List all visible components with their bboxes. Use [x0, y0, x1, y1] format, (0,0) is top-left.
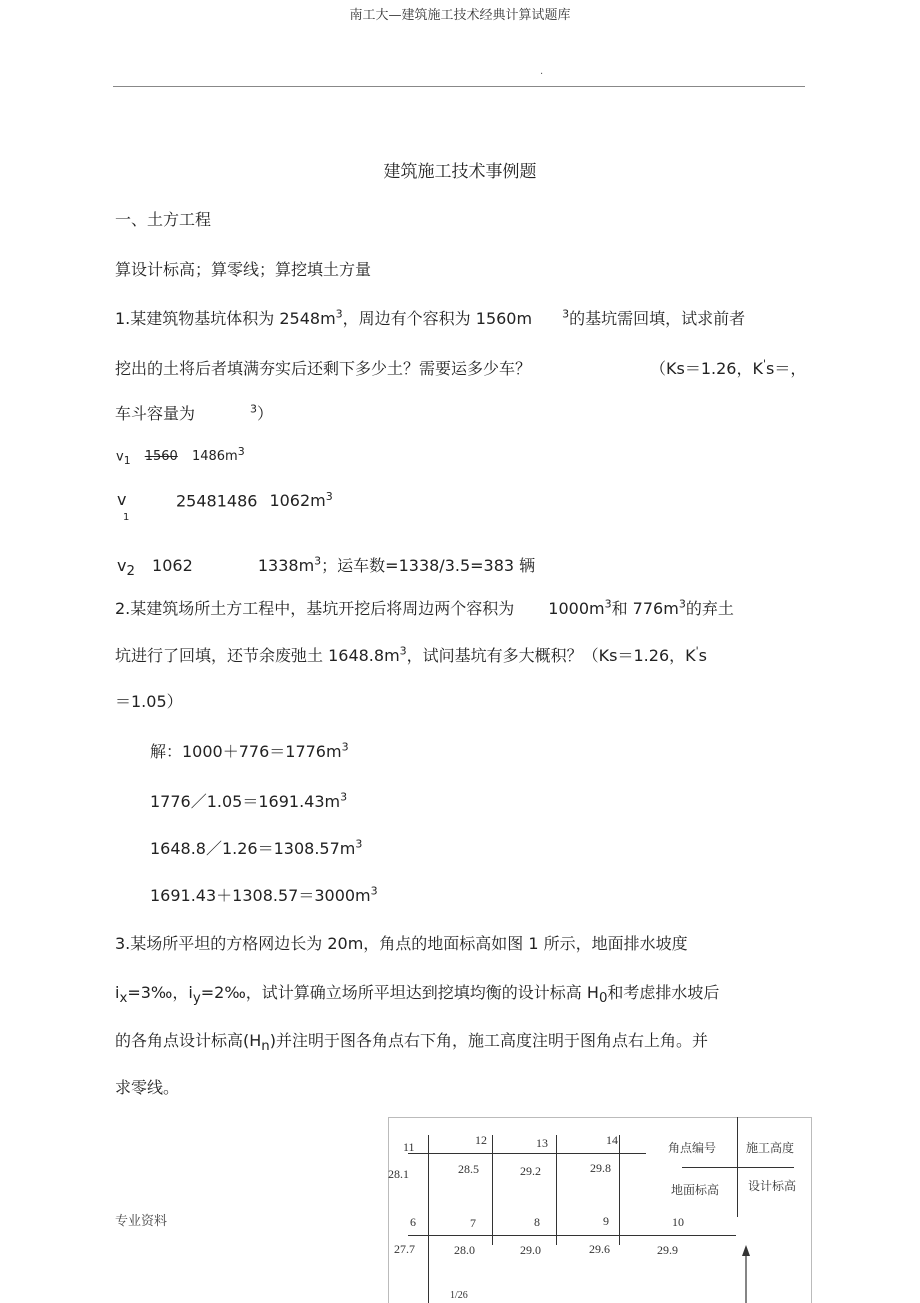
- question-2-line-2: 坑进行了回填，还节余废弛土 $1648.8m^3$，试问基坑有多大概积？（Ks＝1.26，K's: [115, 644, 707, 665]
- calc-2-body: 25481486 $1062m^3$: [176, 490, 333, 511]
- page-number: 1/26: [450, 1290, 468, 1301]
- topics-line: 算设计标高；算零线；算挖填土方量: [115, 260, 372, 279]
- node-13: 13: [536, 1136, 548, 1150]
- figure-right-border: [811, 1117, 812, 1303]
- calc-2-v: v: [117, 490, 127, 509]
- question-3-line-3: 的各角点设计标高$(H_n)$并注明于图各角点右下角，施工高度注明于图角点右上角。并: [115, 1031, 708, 1055]
- question-1-line-3: 车斗容量为 $^3$）: [115, 402, 274, 423]
- legend-ground-elevation: 地面标高: [671, 1183, 720, 1197]
- node-6: 6: [410, 1215, 416, 1229]
- elevation-6: 27.7: [394, 1242, 415, 1256]
- figure-left-border: [388, 1117, 389, 1303]
- footer-note: 专业资料: [115, 1214, 168, 1229]
- section-heading: 一、土方工程: [115, 210, 212, 229]
- elevation-14: 29.8: [590, 1161, 611, 1175]
- grid-col-line-1: [428, 1135, 429, 1303]
- drainage-arrow-icon: [738, 1245, 754, 1303]
- question-1-line-1: 1.某建筑物基坑体积为 $2548m^3$，周边有个容积为 1560m $^3$的基坑需回填，试求前者: [115, 307, 746, 328]
- node-14: 14: [606, 1133, 618, 1147]
- document-title: 建筑施工技术事例题: [383, 162, 537, 182]
- node-12: 12: [475, 1133, 487, 1147]
- solution-line-3: $1648.8/1.26=1308.57m^3$: [150, 837, 363, 858]
- legend-design-elevation: 设计标高: [748, 1179, 797, 1193]
- node-8: 8: [534, 1215, 540, 1229]
- calc-2-sub: 1: [123, 512, 130, 523]
- question-2-line-3: ＝1.05）: [115, 692, 183, 711]
- calc-3: $v_2$ 1062 $1338m^3$；运车数=1338/3.5=383 辆: [117, 554, 536, 580]
- grid-col-line-3: [556, 1135, 557, 1245]
- solution-line-2: $1776/1.05=1691.43m^3$: [150, 790, 348, 811]
- legend-construction-height: 施工高度: [746, 1141, 795, 1155]
- node-10: 10: [672, 1215, 684, 1229]
- node-9: 9: [603, 1214, 609, 1228]
- question-3-line-4: 求零线。: [115, 1078, 180, 1097]
- elevation-7: 28.0: [454, 1243, 475, 1257]
- node-7: 7: [470, 1216, 476, 1230]
- solution-line-1: 解：$1000+776=1776m^3$: [150, 740, 349, 761]
- grid-col-line-4: [619, 1135, 620, 1245]
- grid-col-line-2: [492, 1135, 493, 1245]
- question-2-line-1: 2.某建筑场所土方工程中，基坑开挖后将周边两个容积为 $1000m^3$和 $776m^3$的弃土: [115, 597, 734, 618]
- legend-node-number: 角点编号: [668, 1141, 717, 1155]
- header-dot: .: [540, 66, 544, 77]
- elevation-9: 29.6: [589, 1242, 610, 1256]
- elevation-12: 28.5: [458, 1162, 479, 1176]
- solution-line-4: $1691.43+1308.57=3000m^3$: [150, 884, 378, 905]
- figure-top-border: [388, 1117, 812, 1118]
- elevation-11: 28.1: [388, 1167, 409, 1181]
- question-3-line-2: $i_x=3‰$，$i_y=2‰$，试计算确立场所平坦达到挖填均衡的设计标高 $H_0$和考虑排水坡后: [115, 983, 720, 1007]
- question-1-line-2: 挖出的土将后者填满夯实后还剩下多少土？需要运多少车？: [115, 359, 532, 378]
- grid-figure: [388, 1117, 812, 1303]
- header-rule: [113, 86, 805, 87]
- node-11: 11: [403, 1140, 415, 1154]
- grid-row-line-2: [408, 1235, 736, 1236]
- elevation-10: 29.9: [657, 1243, 678, 1257]
- question-3-line-1: 3.某场所平坦的方格网边长为 20m，角点的地面标高如图 1 所示，地面排水坡度: [115, 934, 688, 953]
- elevation-8: 29.0: [520, 1243, 541, 1257]
- calc-1: $v_1$ 1560 $1486m^3$: [116, 445, 245, 467]
- page-header: 南工大—建筑施工技术经典计算试题库: [349, 8, 571, 23]
- legend-divider-horizontal: [682, 1167, 794, 1168]
- question-1-coefficients: （Ks＝1.26，K's＝，: [650, 357, 807, 378]
- elevation-13: 29.2: [520, 1164, 541, 1178]
- grid-row-line-1: [408, 1153, 646, 1154]
